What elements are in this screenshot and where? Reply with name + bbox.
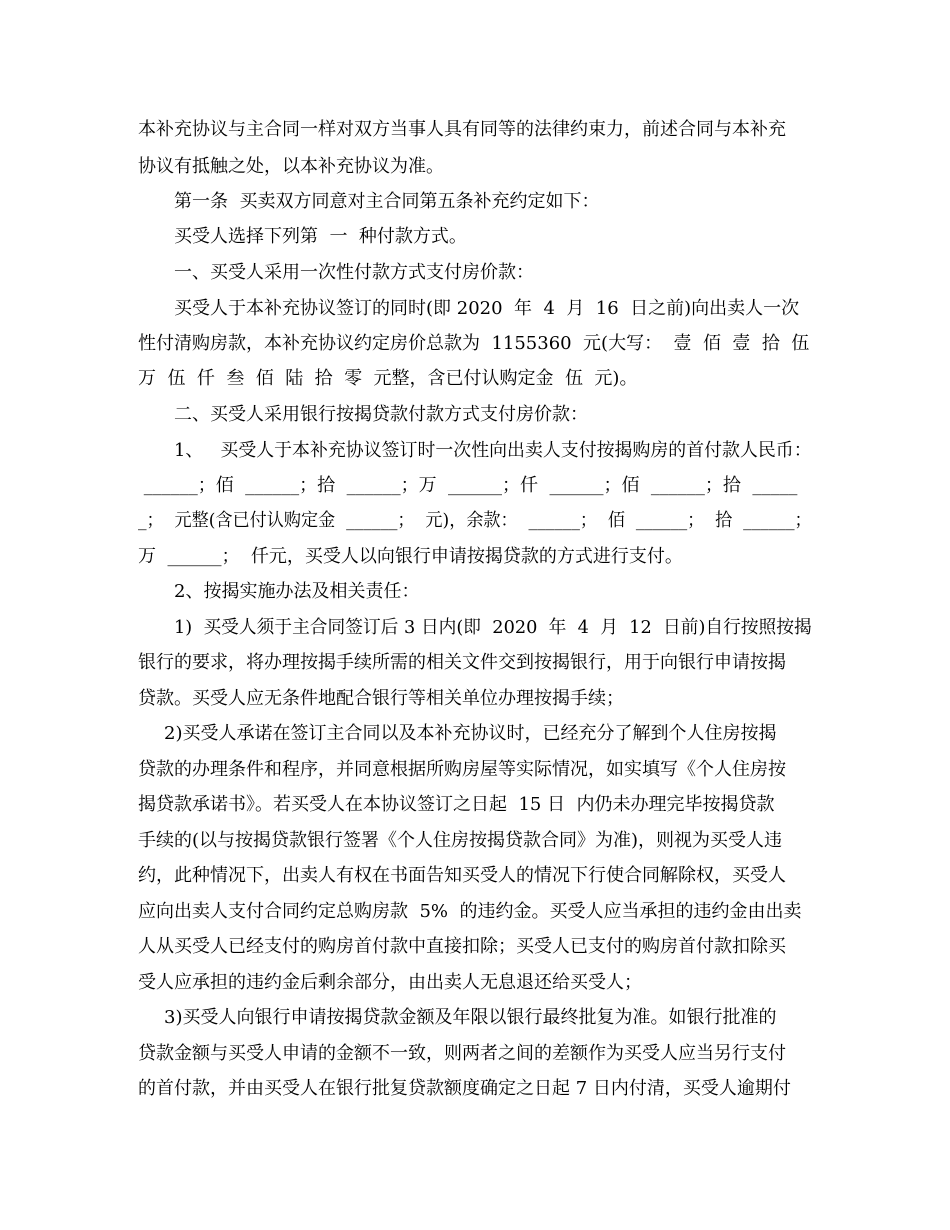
section-heading: 2、按揭实施办法及相关责任： bbox=[174, 581, 420, 602]
paragraph-line: 银行的要求，将办理按揭手续所需的相关文件交到按揭银行，用于向银行申请按揭 bbox=[138, 652, 786, 673]
paragraph-line: 约，此种情况下，出卖人有权在书面告知买受人的情况下行使合同解除权，买受人 bbox=[138, 865, 786, 886]
paragraph-line: 贷款金额与买受人申请的金额不一致，则两者之间的差额作为买受人应当另行支付 bbox=[138, 1043, 786, 1064]
paragraph-line: 的首付款，并由买受人在银行批复贷款额度确定之日起 7 日内付清，买受人逾期付 bbox=[138, 1078, 791, 1099]
article-heading: 第一条 买卖双方同意对主合同第五条补充约定如下： bbox=[174, 191, 600, 212]
paragraph-line: 1、 买受人于本补充协议签订时一次性向出卖人支付按揭购房的首付款人民币： bbox=[174, 440, 812, 461]
paragraph-line: 人从买受人已经支付的购房首付款中直接扣除；买受人已支付的购房首付款扣除买 bbox=[138, 936, 786, 957]
section-heading: 二、买受人采用银行按揭贷款付款方式支付房价款： bbox=[174, 404, 588, 425]
paragraph-line: 1) 买受人须于主合同签订后 3 日内(即 2020 年 4 月 12 日前)自行按照按揭 bbox=[174, 617, 812, 638]
paragraph-line: 买受人选择下列第 一 种付款方式。 bbox=[174, 226, 467, 247]
paragraph-line: 协议有抵触之处，以本补充协议为准。 bbox=[138, 156, 444, 177]
paragraph-line: 性付清购房款，本补充协议约定房价总款为 1155360 元(大写： 壹 佰 壹 拾 伍 bbox=[138, 333, 810, 354]
paragraph-line: 买受人于本补充协议签订的同时(即 2020 年 4 月 16 日之前)向出卖人一次 bbox=[174, 298, 800, 319]
paragraph-line: 万 ______； 仟元，买受人以向银行申请按揭贷款的方式进行支付。 bbox=[138, 546, 683, 567]
paragraph-line: ______；佰 ______；拾 ______；万 ______；仟 ______；佰 ______；拾 _____ bbox=[138, 475, 798, 496]
paragraph-line: 揭贷款承诺书》。若买受人在本协议签订之日起 15 日 内仍未办理完毕按揭贷款 bbox=[138, 794, 775, 815]
paragraph-line: 万 伍 仟 叁 佰 陆 拾 零 元整，含已付认购定金 伍 元)。 bbox=[138, 368, 638, 389]
paragraph-line: 贷款的办理条件和程序，并同意根据所购房屋等实际情况，如实填写《个人住房按 bbox=[138, 759, 786, 780]
paragraph-line: 贷款。买受人应无条件地配合银行等相关单位办理按揭手续； bbox=[138, 688, 624, 709]
paragraph-line: 2)买受人承诺在签订主合同以及本补充协议时，已经充分了解到个人住房按揭 bbox=[164, 723, 777, 744]
section-heading: 一、买受人采用一次性付款方式支付房价款： bbox=[174, 262, 534, 283]
paragraph-line: 应向出卖人支付合同约定总购房款 5% 的违约金。买受人应当承担的违约金由出卖 bbox=[138, 901, 802, 922]
paragraph-line: 手续的(以与按揭贷款银行签署《个人住房按揭贷款合同》为准)，则视为买受人违 bbox=[138, 830, 783, 851]
paragraph-line: 受人应承担的违约金后剩余部分，由出卖人无息退还给买受人； bbox=[138, 972, 642, 993]
paragraph-line: 3)买受人向银行申请按揭贷款金额及年限以银行最终批复为准。如银行批准的 bbox=[164, 1007, 777, 1028]
paragraph-line: 本补充协议与主合同一样对双方当事人具有同等的法律约束力，前述合同与本补充 bbox=[138, 119, 786, 140]
paragraph-line: _； 元整(含已付认购定金 ______； 元)，余款： ______； 佰 ______； 拾 ______； bbox=[138, 510, 812, 531]
